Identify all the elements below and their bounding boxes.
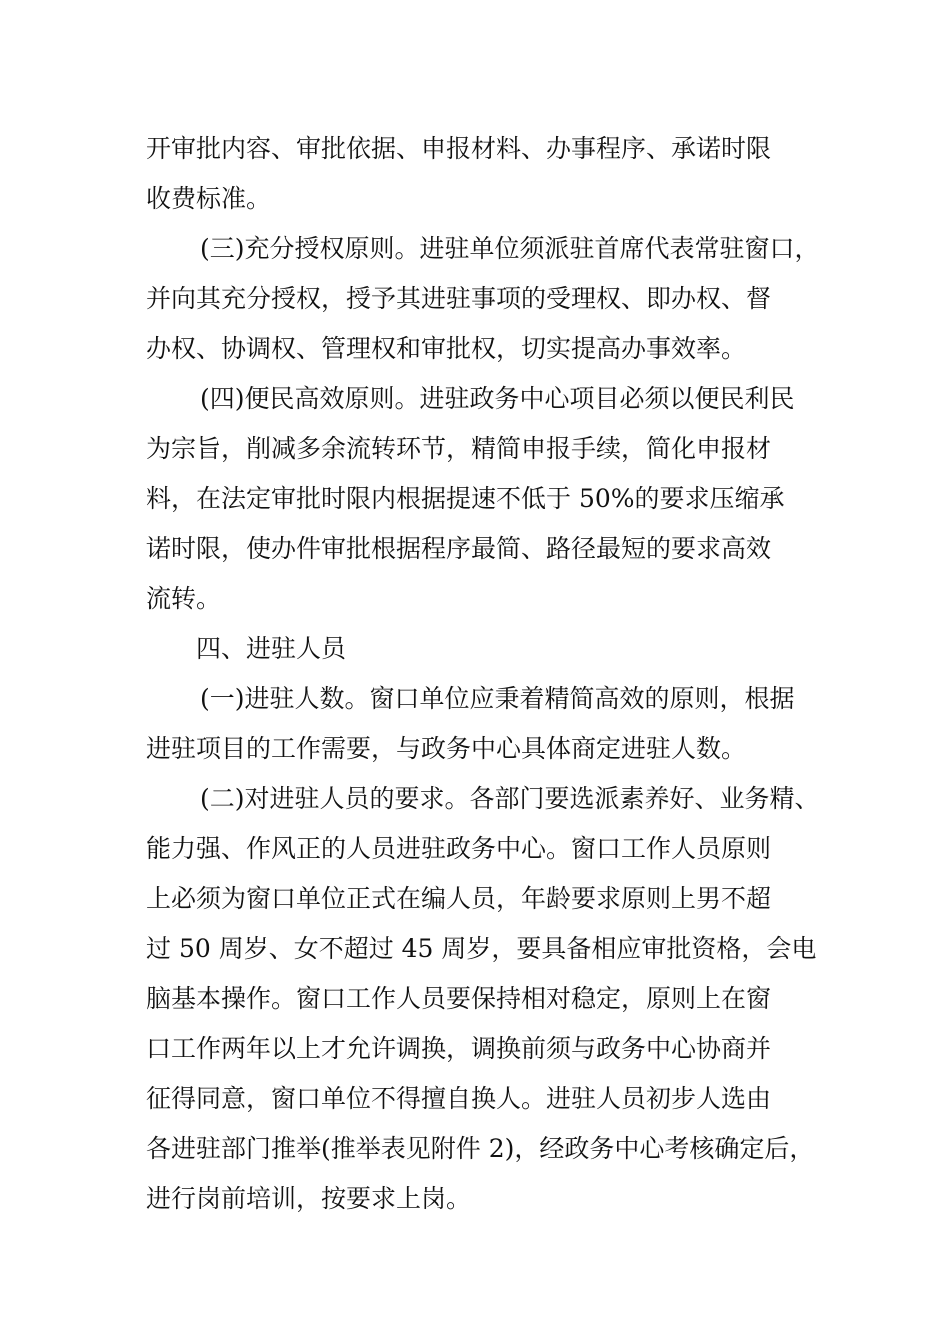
text-line: (四)便民高效原则。进驻政务中心项目必须以便民利民 xyxy=(200,384,795,413)
text-line: 能力强、作风正的人员进驻政务中心。窗口工作人员原则 xyxy=(146,834,772,863)
text-line: 料，在法定审批时限内根据提速不低于 50%的要求压缩承 xyxy=(146,484,785,513)
text-line: 脑基本操作。窗口工作人员要保持相对稳定，原则上在窗 xyxy=(146,984,772,1013)
text-line: 收费标准。 xyxy=(146,184,272,213)
text-line: 进行岗前培训，按要求上岗。 xyxy=(146,1184,472,1213)
text-line: 并向其充分授权，授予其进驻事项的受理权、即办权、督 xyxy=(146,284,772,313)
text-line: 开审批内容、审批依据、申报材料、办事程序、承诺时限 xyxy=(146,134,772,163)
text-line: 各进驻部门推举(推举表见附件 2)，经政务中心考核确定后， xyxy=(146,1134,815,1163)
text-line: 为宗旨，削减多余流转环节，精简申报手续，简化申报材 xyxy=(146,434,772,463)
text-line: (二)对进驻人员的要求。各部门要选派素养好、业务精、 xyxy=(200,784,820,813)
text-line: 上必须为窗口单位正式在编人员，年龄要求原则上男不超 xyxy=(146,884,772,913)
text-line: 诺时限，使办件审批根据程序最简、路径最短的要求高效 xyxy=(146,534,772,563)
text-line: (一)进驻人数。窗口单位应秉着精简高效的原则，根据 xyxy=(200,684,795,713)
text-line: 进驻项目的工作需要，与政务中心具体商定进驻人数。 xyxy=(146,734,747,763)
section-heading: 四、进驻人员 xyxy=(196,634,347,663)
text-line: 办权、协调权、管理权和审批权，切实提高办事效率。 xyxy=(146,334,747,363)
text-line: 流转。 xyxy=(146,584,222,613)
text-line: 过 50 周岁、女不超过 45 周岁，要具备相应审批资格，会电 xyxy=(146,934,817,963)
text-line: (三)充分授权原则。进驻单位须派驻首席代表常驻窗口， xyxy=(200,234,820,263)
text-line: 口工作两年以上才允许调换，调换前须与政务中心协商并 xyxy=(146,1034,772,1063)
text-line: 征得同意，窗口单位不得擅自换人。进驻人员初步人选由 xyxy=(146,1084,772,1113)
